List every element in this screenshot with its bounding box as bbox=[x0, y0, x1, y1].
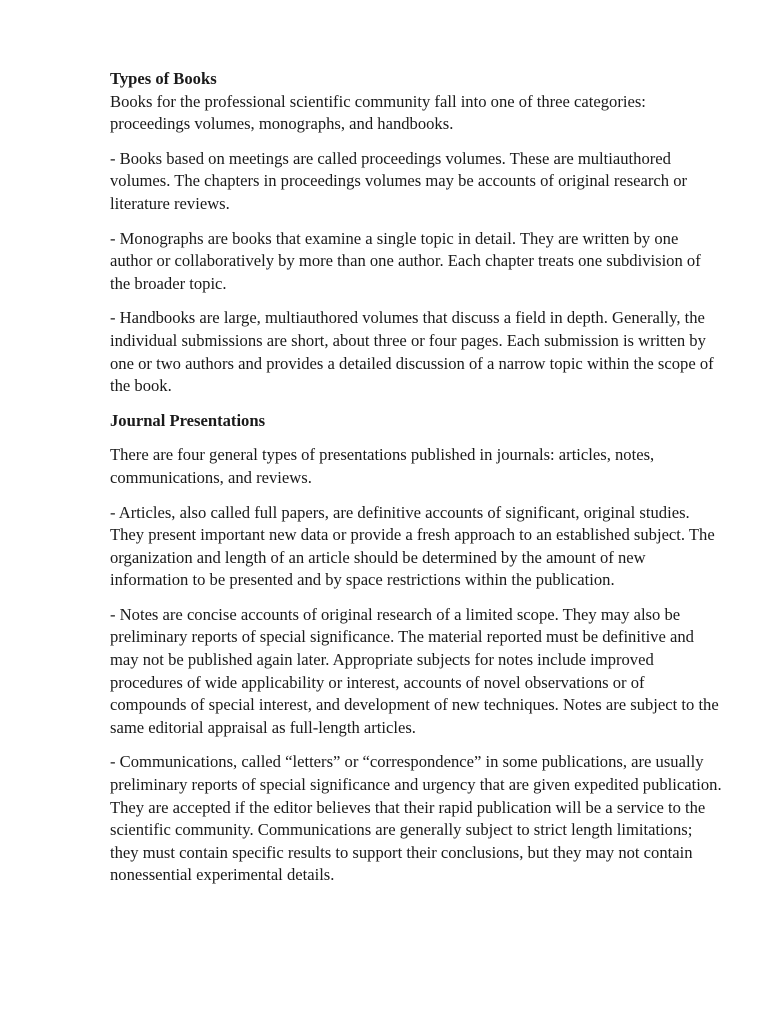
list-item-notes: - Notes are concise accounts of original research of a limited scope. They may also be preliminary reports of special significance. The material reported must be definitive and may not be published again later. Appropriate subjects for notes include improved procedures of wide applicability or interest, accounts of novel observations or of compounds of special interest, and development of new techniques. Notes are subject to the same editorial appraisal as full-length articles. bbox=[110, 604, 719, 737]
list-item-proceedings: - Books based on meetings are called proceedings volumes. These are multiauthored volumes. The chapters in proceedings volumes may be accounts of original research or literature reviews. bbox=[110, 148, 688, 213]
document-page bbox=[110, 68, 722, 899]
section-heading: Journal Presentations bbox=[110, 410, 266, 430]
list-item-handbooks: - Handbooks are large, multiauthored volumes that discuss a field in depth. Generally, the individual submissions are short, about three or four pages. Each submission is written by one or two authors and provides a detailed discussion of a narrow topic within the scope of the book. bbox=[110, 308, 714, 396]
list-item-articles: - Articles, also called full papers, are definitive accounts of significant, original studies. They present important new data or provide a fresh approach to an established subject. The organization and length of an article should be determined by the amount of new information to be presented and by space restrictions within the publication. bbox=[110, 502, 715, 590]
list-item-communications: - Communications, called “letters” or “correspondence” in some publications, are usually preliminary reports of special significance and urgency that are given expedited publication. They are accepted if the editor believes that their rapid publication will be a service to the scientific community. Communications are generally subject to strict length limitations; they must contain specific results to support their conclusions, but they may not contain nonessential experimental details. bbox=[110, 752, 722, 885]
list-item-monographs: - Monographs are books that examine a single topic in detail. They are written by one author or collaboratively by more than one author. Each chapter treats one subdivision of the broader topic. bbox=[110, 228, 701, 293]
section-journal-presentations bbox=[110, 410, 722, 887]
section-types-of-books bbox=[110, 68, 722, 398]
section-intro: Books for the professional scientific community fall into one of three categories: proceedings volumes, monographs, and handbooks. bbox=[110, 91, 646, 134]
section-heading: Types of Books bbox=[110, 69, 217, 88]
section-intro: There are four general types of presentations published in journals: articles, notes, communications, and reviews. bbox=[110, 445, 655, 487]
